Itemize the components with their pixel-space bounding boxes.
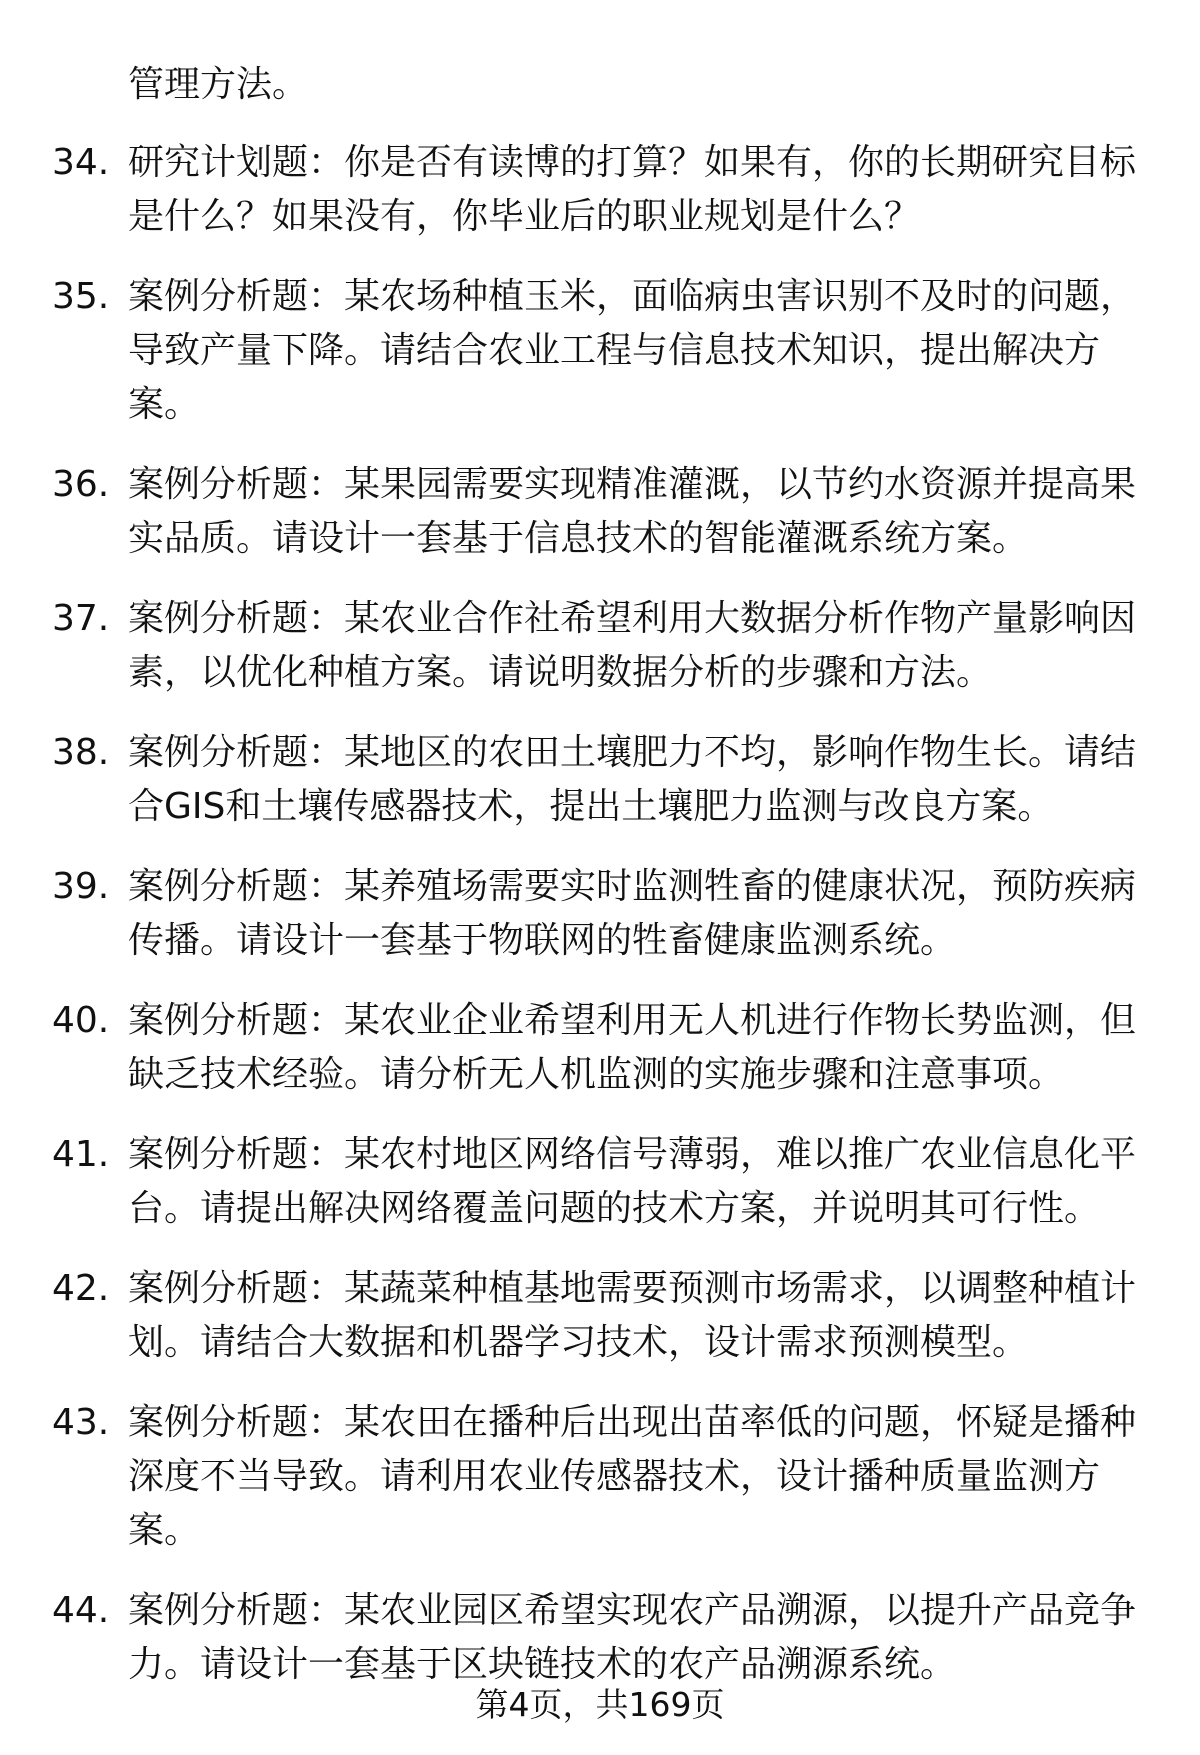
question-number: 37. xyxy=(52,598,110,639)
question-number: 34. xyxy=(52,142,110,183)
question-number: 38. xyxy=(52,732,110,773)
list-item xyxy=(0,726,1200,834)
list-item xyxy=(0,136,1200,244)
question-number: 40. xyxy=(52,1000,110,1041)
list-item xyxy=(0,860,1200,968)
list-item xyxy=(0,1128,1200,1236)
question-list xyxy=(0,136,1200,1718)
list-item xyxy=(0,994,1200,1102)
question-text: 案例分析题：某农田在播种后出现出苗率低的问题，怀疑是播种深度不当导致。请利用农业传感器技术，设计播种质量监测方案。 xyxy=(128,1402,1137,1551)
list-item xyxy=(0,1396,1200,1558)
list-item xyxy=(0,270,1200,432)
question-text: 案例分析题：某养殖场需要实时监测牲畜的健康状况，预防疾病传播。请设计一套基于物联网的牲畜健康监测系统。 xyxy=(128,866,1137,961)
carried-over-text: 管理方法。 xyxy=(128,64,309,105)
question-text: 案例分析题：某农村地区网络信号薄弱，难以推广农业信息化平台。请提出解决网络覆盖问题的技术方案，并说明其可行性。 xyxy=(128,1134,1137,1229)
question-number: 39. xyxy=(52,866,110,907)
question-number: 43. xyxy=(52,1402,110,1443)
question-text: 案例分析题：某农业合作社希望利用大数据分析作物产量影响因素，以优化种植方案。请说明数据分析的步骤和方法。 xyxy=(128,598,1137,693)
page-footer: 第4页，共169页 xyxy=(475,1685,725,1724)
question-number: 44. xyxy=(52,1590,110,1631)
list-item xyxy=(0,1584,1200,1692)
question-number: 36. xyxy=(52,464,110,505)
question-text: 研究计划题：你是否有读博的打算？如果有，你的长期研究目标是什么？如果没有，你毕业后的职业规划是什么？ xyxy=(128,142,1137,237)
list-item xyxy=(0,592,1200,700)
question-number: 42. xyxy=(52,1268,110,1309)
list-item xyxy=(0,458,1200,566)
list-item xyxy=(0,1262,1200,1370)
question-text: 案例分析题：某农业企业希望利用无人机进行作物长势监测，但缺乏技术经验。请分析无人机监测的实施步骤和注意事项。 xyxy=(128,1000,1137,1095)
question-text: 案例分析题：某农场种植玉米，面临病虫害识别不及时的问题，导致产量下降。请结合农业工程与信息技术知识，提出解决方案。 xyxy=(128,276,1137,425)
question-text: 案例分析题：某地区的农田土壤肥力不均，影响作物生长。请结合GIS和土壤传感器技术，提出土壤肥力监测与改良方案。 xyxy=(128,732,1137,827)
question-number: 41. xyxy=(52,1134,110,1175)
question-text: 案例分析题：某蔬菜种植基地需要预测市场需求，以调整种植计划。请结合大数据和机器学习技术，设计需求预测模型。 xyxy=(128,1268,1137,1363)
question-text: 案例分析题：某果园需要实现精准灌溉，以节约水资源并提高果实品质。请设计一套基于信息技术的智能灌溉系统方案。 xyxy=(128,464,1137,559)
question-text: 案例分析题：某农业园区希望实现农产品溯源，以提升产品竞争力。请设计一套基于区块链技术的农产品溯源系统。 xyxy=(128,1590,1137,1685)
question-number: 35. xyxy=(52,276,110,317)
